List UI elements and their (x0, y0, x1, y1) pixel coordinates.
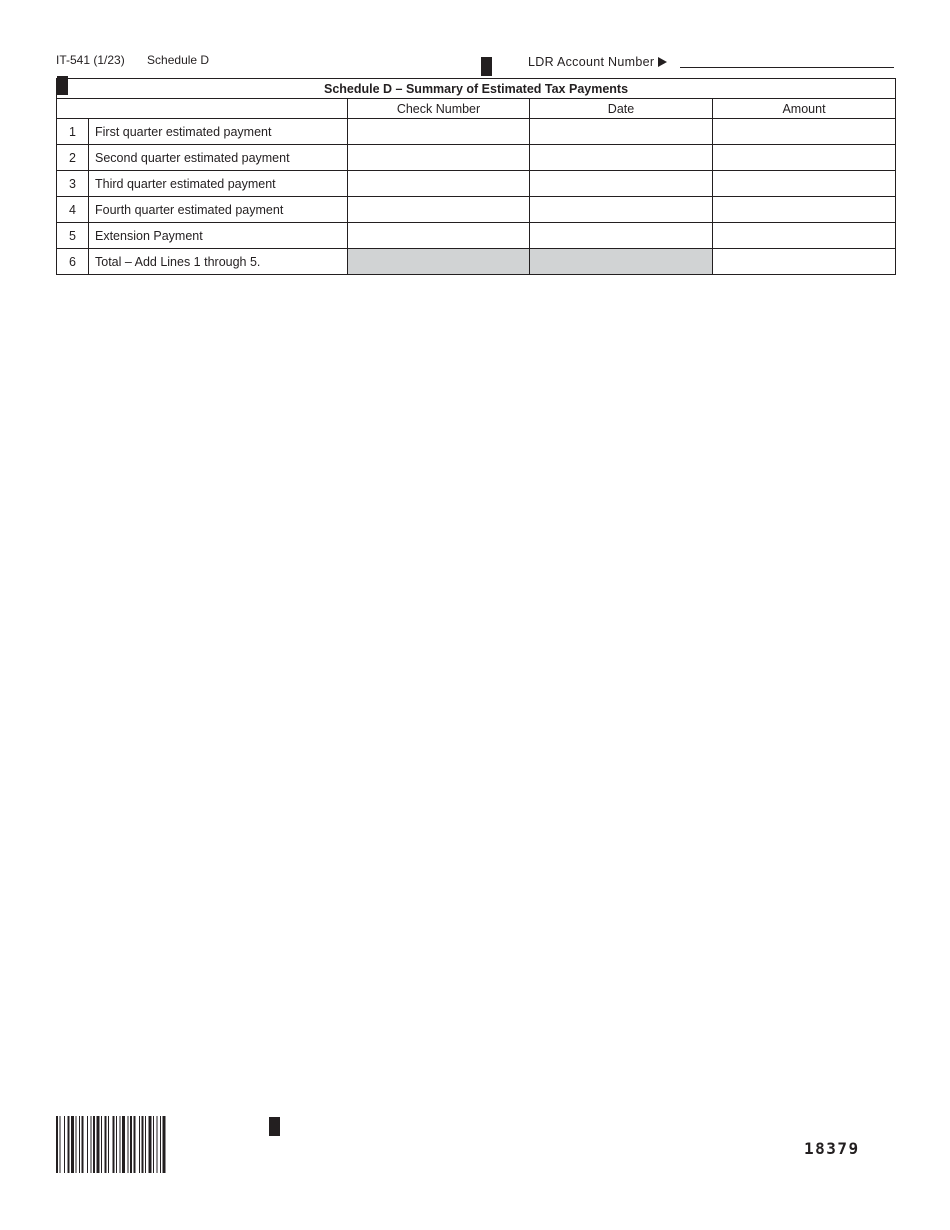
table-row (57, 223, 896, 249)
barcode-bar (120, 1116, 121, 1173)
column-header-check-number: Check Number (348, 99, 530, 119)
column-header-date: Date (530, 99, 713, 119)
line-number: 4 (57, 197, 89, 223)
barcode-bar (142, 1116, 144, 1173)
table-row (57, 249, 896, 275)
line-label: Extension Payment (89, 223, 348, 249)
amount-field[interactable] (713, 197, 896, 223)
barcode-bar (139, 1116, 140, 1173)
barcode-bar (145, 1116, 146, 1173)
line-label: Second quarter estimated payment (89, 145, 348, 171)
barcode-bar (93, 1116, 95, 1173)
table-row (57, 119, 896, 145)
ldr-account-number-field[interactable] (680, 67, 894, 68)
barcode-bar (128, 1116, 129, 1173)
barcode-icon (56, 1116, 230, 1173)
line-number: 6 (57, 249, 89, 275)
barcode-bar (91, 1116, 92, 1173)
line-label: Total – Add Lines 1 through 5. (89, 249, 348, 275)
barcode-bar (149, 1116, 152, 1173)
date-field[interactable] (530, 119, 713, 145)
barcode-bar (153, 1116, 154, 1173)
line-number: 2 (57, 145, 89, 171)
barcode-bar (82, 1116, 84, 1173)
amount-field[interactable] (713, 171, 896, 197)
check-number-field[interactable] (348, 197, 530, 223)
barcode-bar (134, 1116, 136, 1173)
check-number-field[interactable] (348, 223, 530, 249)
line-number: 1 (57, 119, 89, 145)
barcode-bar (97, 1116, 100, 1173)
ldr-account-label: LDR Account Number (528, 55, 667, 69)
table-title: Schedule D – Summary of Estimated Tax Payments (57, 79, 896, 99)
registration-mark-bottom (269, 1117, 280, 1136)
right-triangle-icon (658, 57, 667, 67)
amount-field[interactable] (713, 223, 896, 249)
date-field[interactable] (530, 171, 713, 197)
line-label: Third quarter estimated payment (89, 171, 348, 197)
barcode-bar (79, 1116, 80, 1173)
barcode-bar (101, 1116, 102, 1173)
barcode-bar (116, 1116, 117, 1173)
shaded-cell (530, 249, 713, 275)
barcode-bar (87, 1116, 88, 1173)
barcode-bar (130, 1116, 132, 1173)
barcode-bar (64, 1116, 65, 1173)
date-field[interactable] (530, 145, 713, 171)
barcode-bar (163, 1116, 166, 1173)
amount-field[interactable] (713, 145, 896, 171)
barcode-bar (71, 1116, 74, 1173)
registration-mark-top (481, 57, 492, 76)
form-number: 18379 (804, 1139, 860, 1158)
line-number: 5 (57, 223, 89, 249)
barcode-bar (160, 1116, 161, 1173)
line-label: First quarter estimated payment (89, 119, 348, 145)
shaded-cell (348, 249, 530, 275)
barcode-bar (105, 1116, 107, 1173)
table-row (57, 171, 896, 197)
column-header-amount: Amount (713, 99, 896, 119)
barcode-bar (56, 1116, 58, 1173)
line-number: 3 (57, 171, 89, 197)
line-label: Fourth quarter estimated payment (89, 197, 348, 223)
total-amount-field[interactable] (713, 249, 896, 275)
barcode-bar (68, 1116, 70, 1173)
form-code: IT-541 (1/23) (56, 53, 125, 67)
date-field[interactable] (530, 223, 713, 249)
barcode-bar (113, 1116, 115, 1173)
schedule-label: Schedule D (147, 53, 210, 67)
check-number-field[interactable] (348, 145, 530, 171)
schedule-d-table (56, 78, 896, 275)
barcode-bar (122, 1116, 125, 1173)
header-blank (57, 99, 348, 119)
barcode-bar (76, 1116, 77, 1173)
barcode-bar (108, 1116, 109, 1173)
barcode-bar (60, 1116, 61, 1173)
form-identifier (56, 53, 209, 67)
table-row (57, 145, 896, 171)
amount-field[interactable] (713, 119, 896, 145)
check-number-field[interactable] (348, 171, 530, 197)
barcode-bar (157, 1116, 158, 1173)
date-field[interactable] (530, 197, 713, 223)
table-row (57, 197, 896, 223)
check-number-field[interactable] (348, 119, 530, 145)
